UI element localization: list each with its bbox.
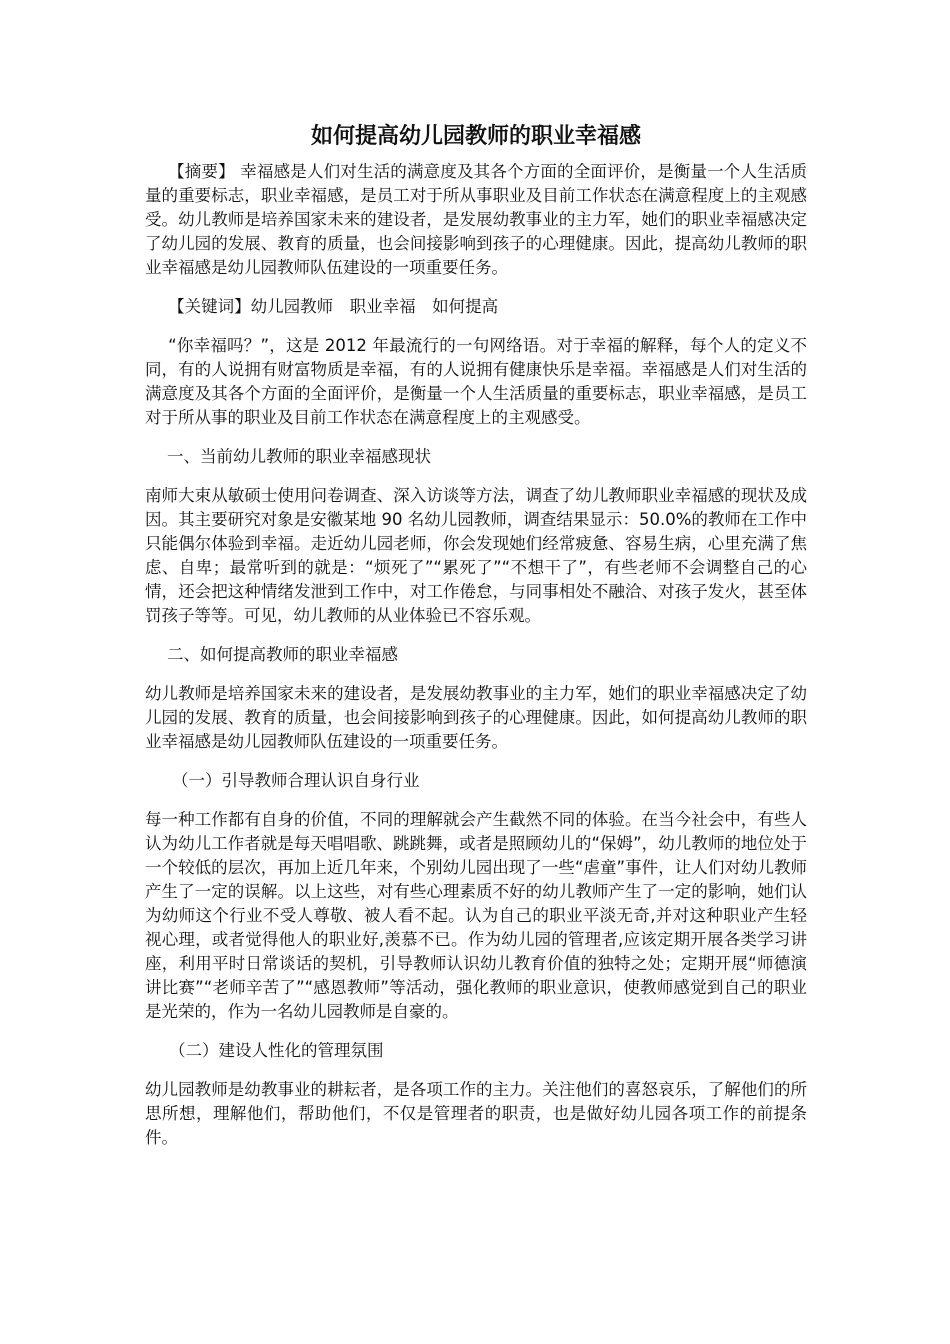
keywords-paragraph: 【关键词】幼儿园教师 职业幸福 如何提高 xyxy=(168,297,499,316)
document-content xyxy=(145,120,807,1165)
intro-paragraph: “你幸福吗？”，这是 2012 年最流行的一句网络语。对于幸福的解释，每个人的定义不同，有的人说拥有财富物质是幸福，有的人说拥有健康快乐是幸福。幸福感是人们对生活的满意度及其各个方面的全面评价，是衡量一个人生活质量的重要标志，职业幸福感，是员工对于所从事的职业及目前工作状态在满意程度上的主观感受。 xyxy=(145,336,807,427)
section-body-1: 南师大束从敏硕士使用问卷调查、深入访谈等方法，调查了幼儿教师职业幸福感的现状及成因。其主要研究对象是安徽某地 90 名幼儿园教师，调查结果显示：50.0%的教师在工作中只能偶尔体验到幸福。走近幼儿园老师，你会发现她们经常疲惫、容易生病，心里充满了焦虑、自卑；最常听到的就是：“烦死了”“累死了”“不想干了”，有些老师不会调整自己的心情，还会把这种情绪发泄到工作中，对工作倦怠，与同事相处不融洽、对孩子发火，甚至体罚孩子等等。可见，幼儿教师的从业体验已不容乐观。 xyxy=(145,486,807,625)
subsection-heading-2: （二）建设人性化的管理氛围 xyxy=(169,1041,384,1060)
section-heading-1: 一、当前幼儿教师的职业幸福感现状 xyxy=(167,447,431,466)
subsection-body-2: 幼儿园教师是幼教事业的耕耘者，是各项工作的主力。关注他们的喜怒哀乐，了解他们的所思所想，理解他们，帮助他们，不仅是管理者的职责，也是做好幼儿园各项工作的前提条件。 xyxy=(145,1080,807,1147)
abstract-paragraph: 【摘要】 幸福感是人们对生活的满意度及其各个方面的全面评价，是衡量一个人生活质量的重要标志，职业幸福感，是员工对于所从事职业及目前工作状态在满意程度上的主观感受。幼儿教师是培养国家未来的建设者，是发展幼教事业的主力军，她们的职业幸福感决定了幼儿园的发展、教育的质量，也会间接影响到孩子的心理健康。因此，提高幼儿教师的职业幸福感是幼儿园教师队伍建设的一项重要任务。 xyxy=(145,162,807,277)
subsection-heading-1: （一）引导教师合理认识自身行业 xyxy=(172,771,420,790)
subsection-body-1: 每一种工作都有自身的价值，不同的理解就会产生截然不同的体验。在当今社会中，有些人认为幼儿工作者就是每天唱唱歌、跳跳舞，或者是照顾幼儿的“保姆”，幼儿教师的地位处于一个较低的层次，再加上近几年来，个别幼儿园出现了一些“虐童”事件，让人们对幼儿教师产生了一定的误解。以上这些，对有些心理素质不好的幼儿教师产生了一定的影响，她们认为幼师这个行业不受人尊敬、被人看不起。认为自己的职业平淡无奇,并对这种职业产生轻视心理，或者觉得他人的职业好,羡慕不已。作为幼儿园的管理者,应该定期开展各类学习讲座，利用平时日常谈话的契机，引导教师认识幼儿教育价值的独特之处；定期开展“师德演讲比赛”“老师辛苦了”“感恩教师”等活动，强化教师的职业意识，使教师感觉到自己的职业是光荣的，作为一名幼儿园教师是自豪的。 xyxy=(145,810,807,1021)
document-title: 如何提高幼儿园教师的职业幸福感 xyxy=(310,124,641,149)
section-heading-2: 二、如何提高教师的职业幸福感 xyxy=(167,645,398,664)
section-body-2: 幼儿教师是培养国家未来的建设者，是发展幼教事业的主力军，她们的职业幸福感决定了幼儿园的发展、教育的质量，也会间接影响到孩子的心理健康。因此，如何提高幼儿教师的职业幸福感是幼儿园教师队伍建设的一项重要任务。 xyxy=(145,684,807,751)
